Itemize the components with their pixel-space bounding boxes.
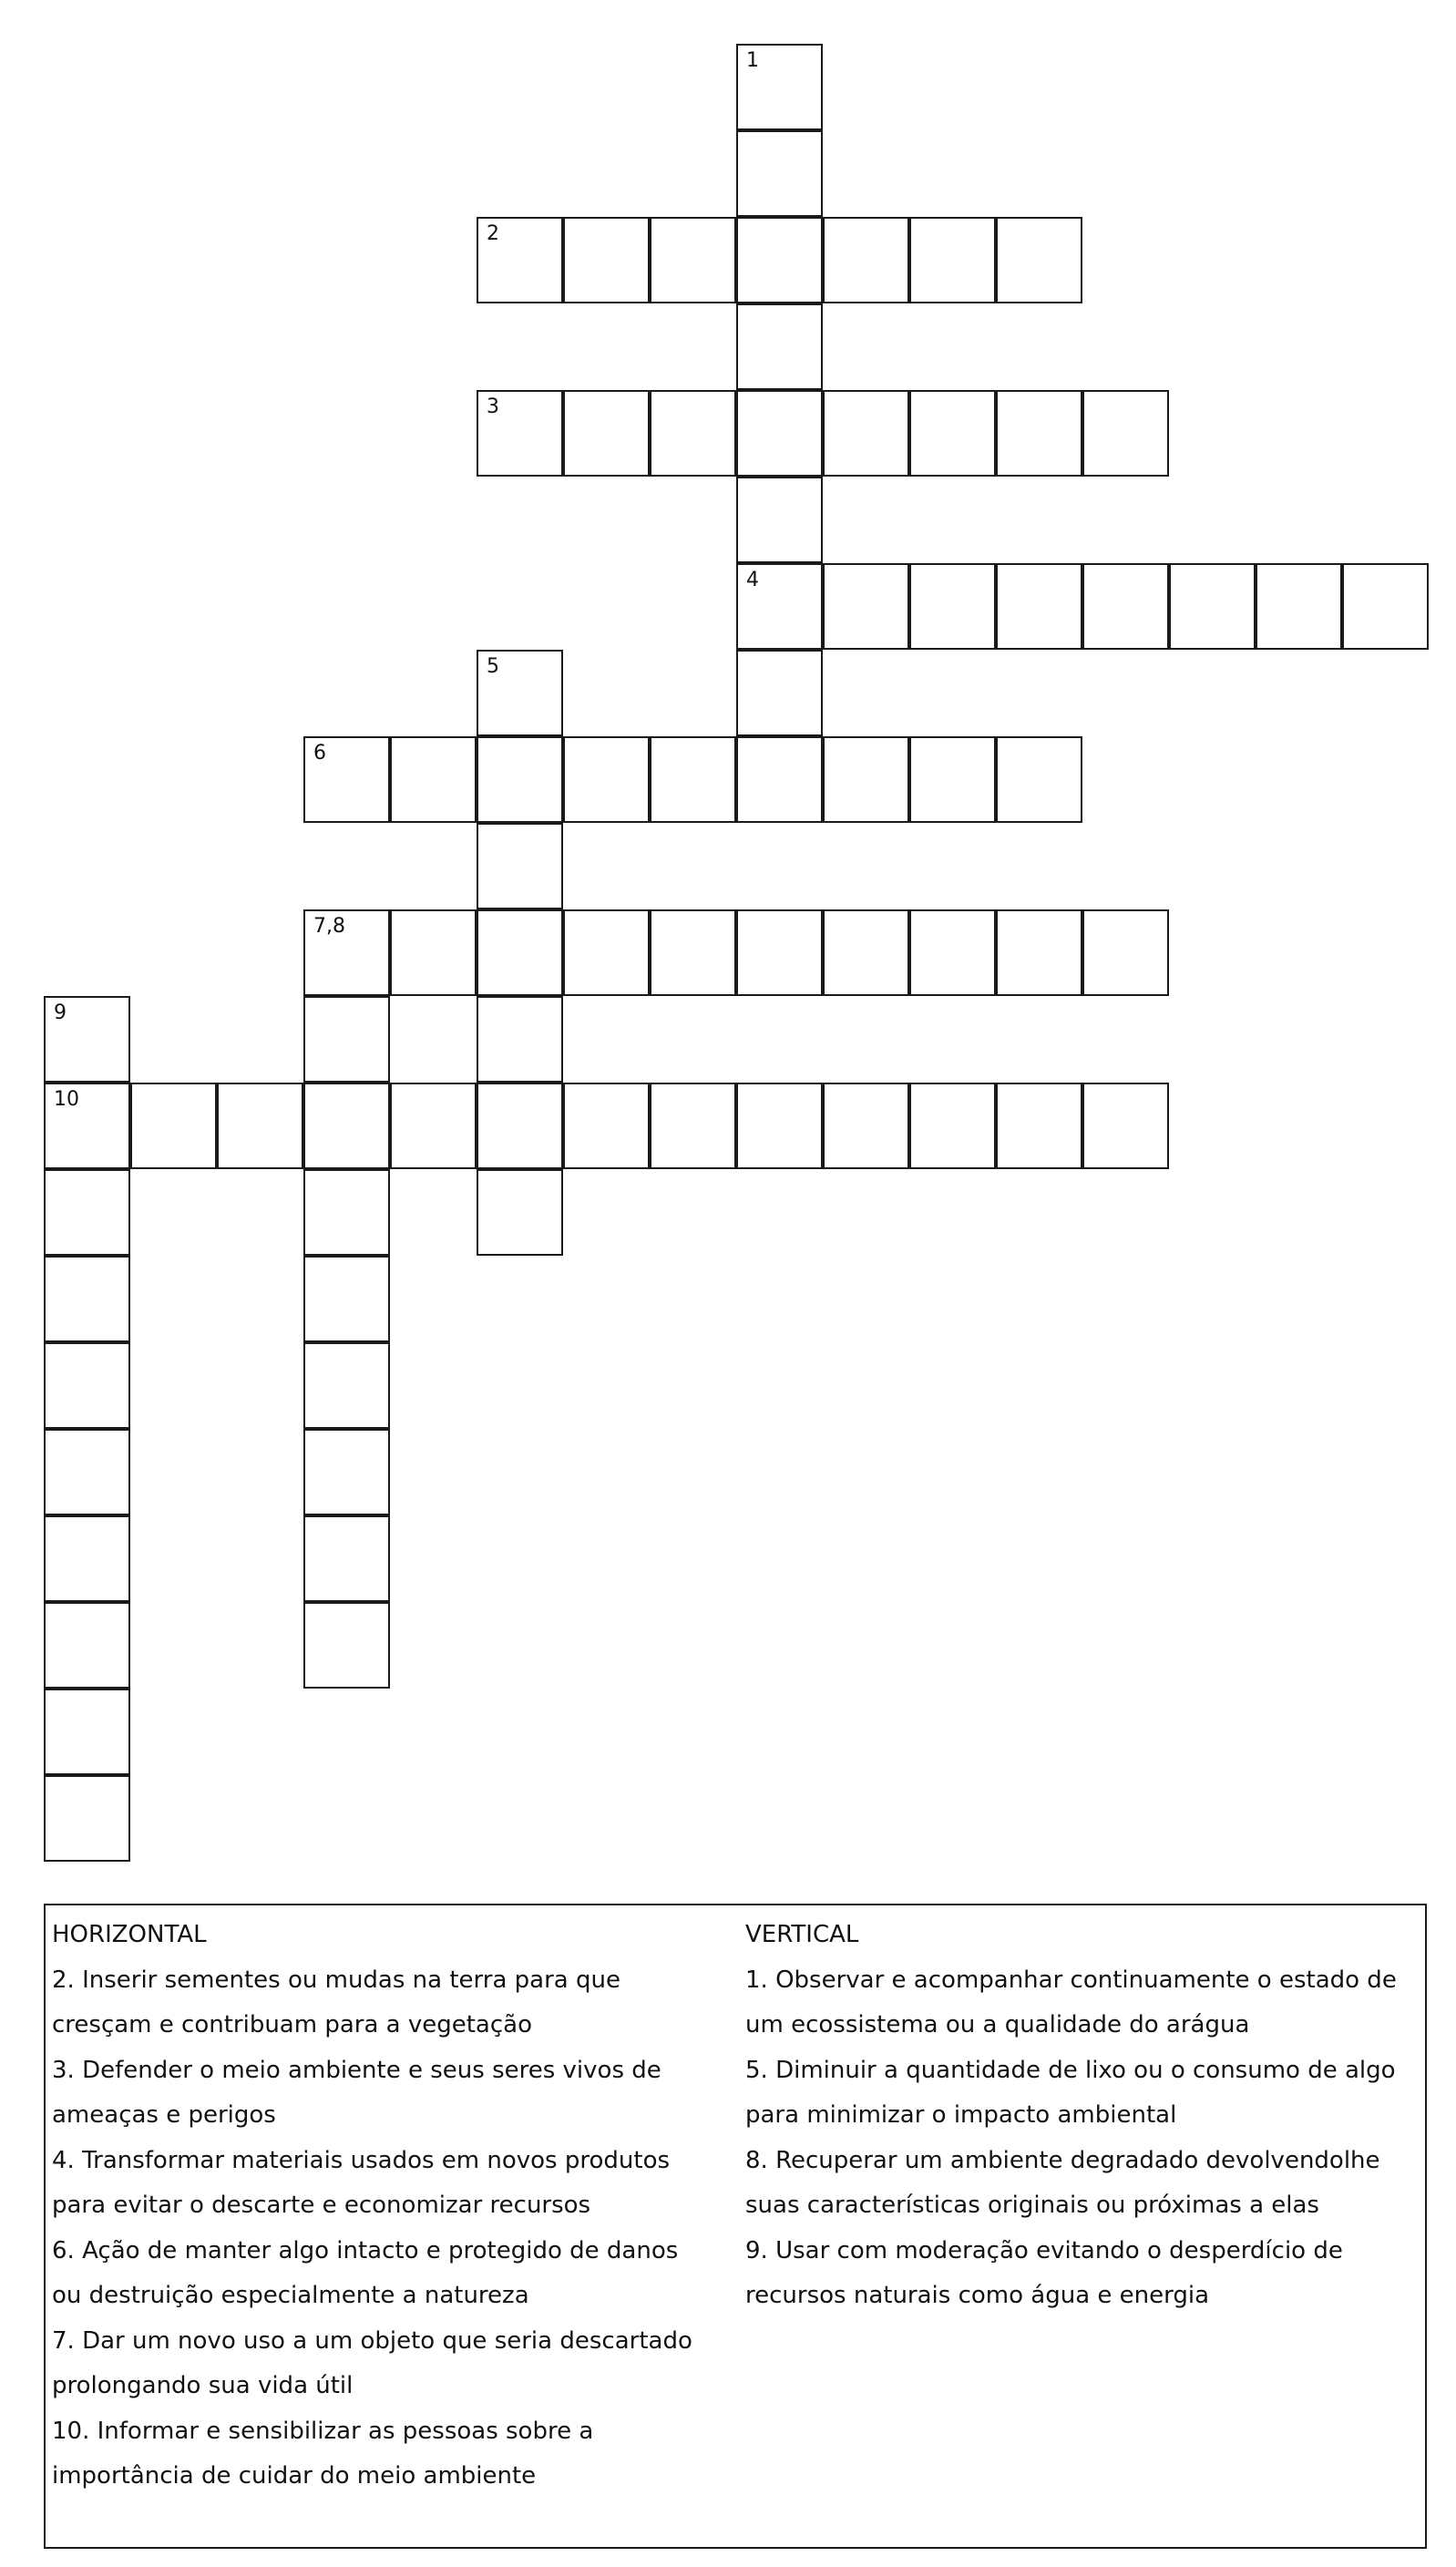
grid-cell[interactable]	[823, 1083, 909, 1169]
grid-cell[interactable]	[1082, 909, 1169, 996]
grid-cell[interactable]	[1082, 563, 1169, 650]
grid-cell[interactable]	[303, 996, 390, 1083]
grid-cell[interactable]	[996, 1083, 1082, 1169]
grid-cell[interactable]	[303, 909, 390, 996]
vertical-clues	[745, 1913, 1420, 2319]
grid-cell[interactable]	[390, 909, 477, 996]
grid-cell[interactable]	[1342, 563, 1429, 650]
grid-cell[interactable]	[650, 1083, 736, 1169]
clue-number: 1	[746, 49, 759, 72]
clue-line: importância de cuidar do meio ambiente	[52, 2462, 537, 2490]
grid-cell[interactable]	[44, 1775, 130, 1862]
grid-cell[interactable]	[477, 909, 563, 996]
grid-cell[interactable]	[736, 477, 823, 563]
grid-cell[interactable]	[736, 217, 823, 303]
grid-cell[interactable]	[44, 1689, 130, 1775]
clue-line: 4. Transformar materiais usados em novos produtos	[52, 2146, 671, 2174]
grid-cell[interactable]	[563, 736, 650, 823]
clues-box	[44, 1904, 1427, 2549]
grid-cell[interactable]	[736, 1083, 823, 1169]
grid-cell[interactable]	[1082, 1083, 1169, 1169]
grid-cell[interactable]	[390, 1083, 477, 1169]
grid-cell[interactable]	[477, 217, 563, 303]
grid-cell[interactable]	[303, 1169, 390, 1256]
clue-line: ou destruição especialmente a natureza	[52, 2282, 529, 2309]
grid-cell[interactable]	[823, 390, 909, 477]
grid-cell[interactable]	[1082, 390, 1169, 477]
clue-line: ameaças e perigos	[52, 2101, 276, 2129]
clue-line: cresçam e contribuam para a vegetação	[52, 2011, 532, 2038]
grid-cell[interactable]	[303, 736, 390, 823]
grid-cell[interactable]	[44, 1083, 130, 1169]
grid-cell[interactable]	[477, 390, 563, 477]
grid-cell[interactable]	[563, 909, 650, 996]
grid-cell[interactable]	[909, 909, 996, 996]
grid-cell[interactable]	[823, 736, 909, 823]
clue-line: 6. Ação de manter algo intacto e protegido de danos	[52, 2236, 679, 2264]
grid-cell[interactable]	[650, 736, 736, 823]
grid-cell[interactable]	[477, 823, 563, 909]
clue-number: 10	[54, 1088, 79, 1111]
grid-cell[interactable]	[1169, 563, 1256, 650]
grid-cell[interactable]	[563, 390, 650, 477]
grid-cell[interactable]	[477, 650, 563, 736]
grid-cell[interactable]	[477, 1083, 563, 1169]
grid-cell[interactable]	[44, 1256, 130, 1342]
grid-cell[interactable]	[1256, 563, 1342, 650]
clue-line: 10. Informar e sensibilizar as pessoas sobre a	[52, 2417, 594, 2445]
grid-cell[interactable]	[736, 44, 823, 130]
clue-line: para minimizar o impacto ambiental	[745, 2101, 1177, 2129]
grid-cell[interactable]	[44, 1515, 130, 1602]
clue-number: 3	[487, 395, 499, 418]
grid-cell[interactable]	[303, 1083, 390, 1169]
grid-cell[interactable]	[303, 1342, 390, 1429]
clue-number: 4	[746, 569, 759, 591]
grid-cell[interactable]	[563, 217, 650, 303]
grid-cell[interactable]	[909, 390, 996, 477]
grid-cell[interactable]	[736, 563, 823, 650]
clue-line: 1. Observar e acompanhar continuamente o estado de	[745, 1966, 1397, 1994]
grid-cell[interactable]	[477, 996, 563, 1083]
grid-cell[interactable]	[909, 217, 996, 303]
grid-cell[interactable]	[823, 217, 909, 303]
grid-cell[interactable]	[44, 1169, 130, 1256]
grid-cell[interactable]	[736, 736, 823, 823]
grid-cell[interactable]	[736, 303, 823, 390]
grid-cell[interactable]	[909, 736, 996, 823]
grid-cell[interactable]	[736, 909, 823, 996]
grid-cell[interactable]	[390, 736, 477, 823]
grid-cell[interactable]	[130, 1083, 217, 1169]
clue-number: 9	[54, 1001, 67, 1024]
grid-cell[interactable]	[650, 390, 736, 477]
clue-line: 7. Dar um novo uso a um objeto que seria descartado	[52, 2326, 692, 2355]
clue-line: 2. Inserir sementes ou mudas na terra para que	[52, 1966, 620, 1994]
clue-line: 5. Diminuir a quantidade de lixo ou o consumo de algo	[745, 2056, 1396, 2084]
grid-cell[interactable]	[44, 996, 130, 1083]
grid-cell[interactable]	[823, 563, 909, 650]
horizontal-clues	[52, 1913, 735, 2500]
grid-cell[interactable]	[996, 563, 1082, 650]
grid-cell[interactable]	[477, 736, 563, 823]
clue-line: 9. Usar com moderação evitando o desperdício de	[745, 2236, 1343, 2264]
clue-number: 7,8	[313, 915, 345, 938]
grid-cell[interactable]	[217, 1083, 303, 1169]
grid-cell[interactable]	[650, 909, 736, 996]
grid-cell[interactable]	[909, 563, 996, 650]
grid-cell[interactable]	[823, 909, 909, 996]
grid-cell[interactable]	[736, 390, 823, 477]
clue-number: 5	[487, 655, 499, 678]
horizontal-heading: HORIZONTAL	[52, 1921, 207, 1948]
grid-cell[interactable]	[996, 217, 1082, 303]
grid-cell[interactable]	[736, 650, 823, 736]
grid-cell[interactable]	[44, 1342, 130, 1429]
grid-cell[interactable]	[909, 1083, 996, 1169]
grid-cell[interactable]	[303, 1602, 390, 1689]
grid-cell[interactable]	[477, 1169, 563, 1256]
grid-cell[interactable]	[563, 1083, 650, 1169]
grid-cell[interactable]	[996, 390, 1082, 477]
clue-number: 6	[313, 742, 326, 765]
clue-number: 2	[487, 222, 499, 245]
grid-cell[interactable]	[44, 1429, 130, 1515]
clue-line: 3. Defender o meio ambiente e seus seres vivos de	[52, 2056, 661, 2084]
grid-cell[interactable]	[303, 1429, 390, 1515]
grid-cell[interactable]	[44, 1602, 130, 1689]
clue-line: prolongando sua vida útil	[52, 2372, 354, 2399]
grid-cell[interactable]	[736, 130, 823, 217]
vertical-heading: VERTICAL	[745, 1921, 859, 1948]
grid-cell[interactable]	[303, 1515, 390, 1602]
clue-line: 8. Recuperar um ambiente degradado devolvendolhe	[745, 2146, 1380, 2174]
grid-cell[interactable]	[996, 909, 1082, 996]
grid-cell[interactable]	[650, 217, 736, 303]
clue-line: suas características originais ou próximas a elas	[745, 2192, 1319, 2219]
clue-line: um ecossistema ou a qualidade do arágua	[745, 2011, 1250, 2038]
grid-cell[interactable]	[996, 736, 1082, 823]
grid-cell[interactable]	[303, 1256, 390, 1342]
clue-line: para evitar o descarte e economizar recursos	[52, 2192, 591, 2219]
clue-line: recursos naturais como água e energia	[745, 2282, 1210, 2309]
